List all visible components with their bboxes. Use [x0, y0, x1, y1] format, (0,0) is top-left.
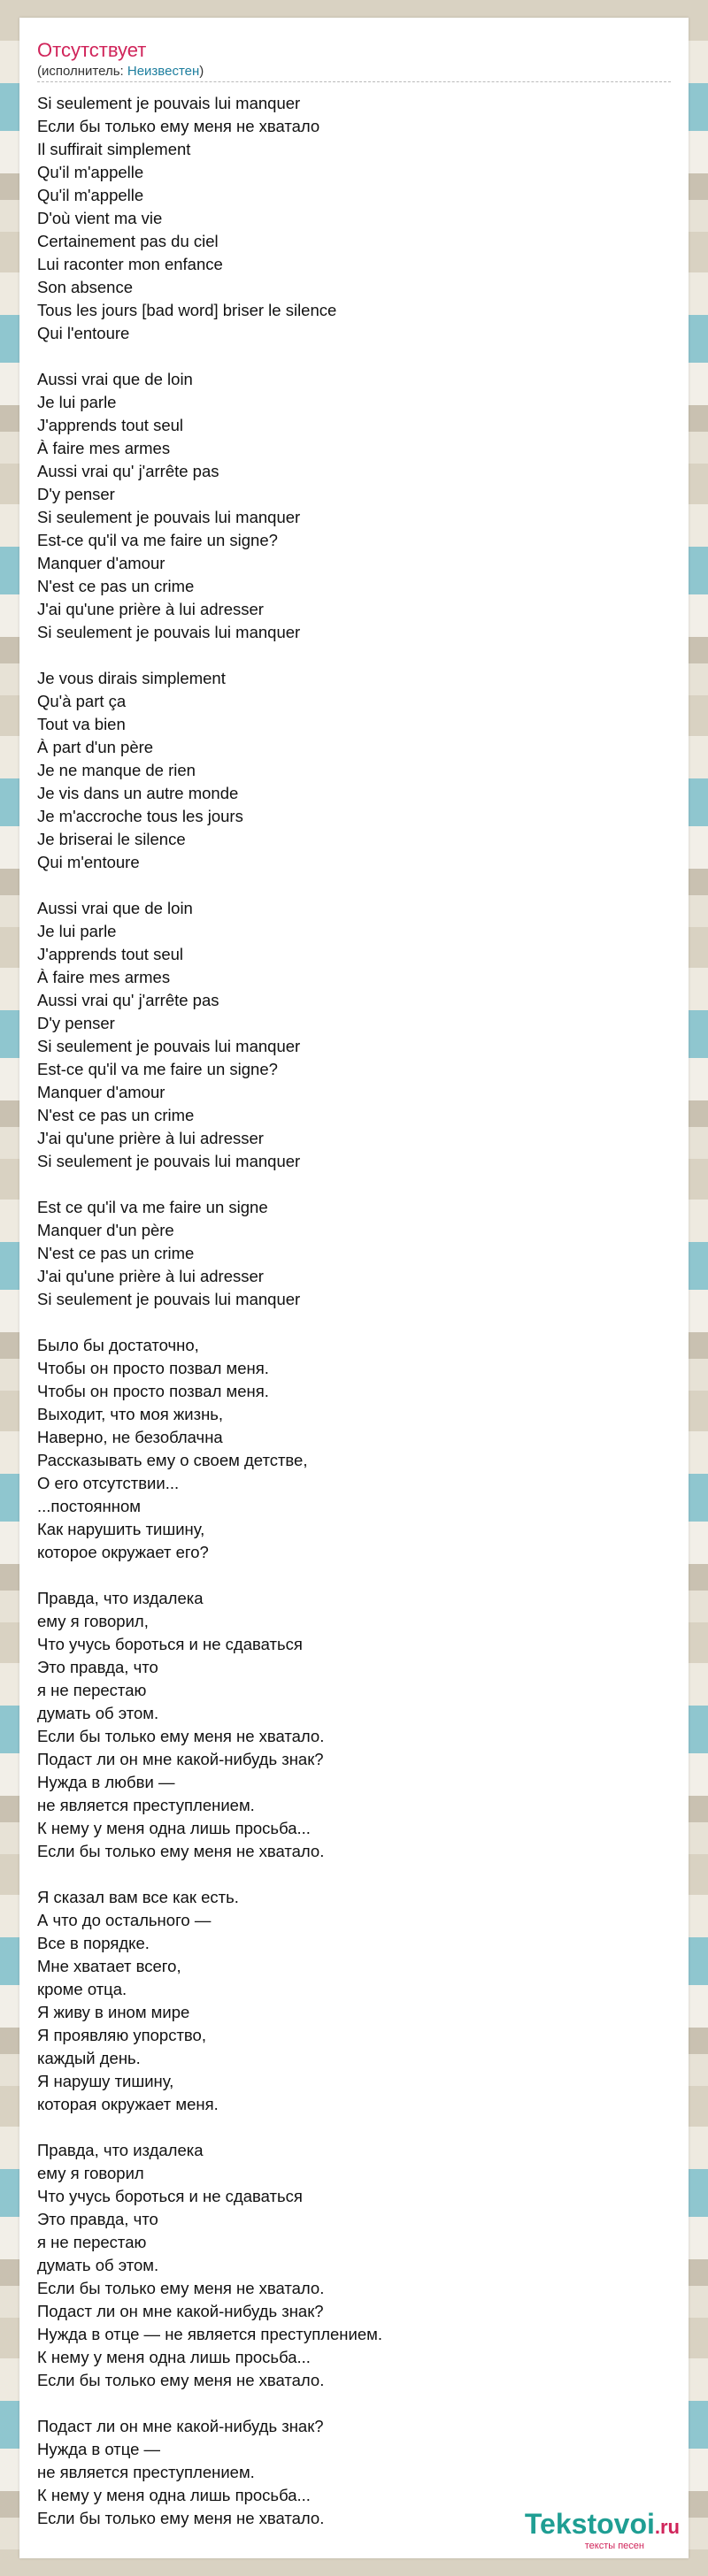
lyric-line: D'y penser: [37, 485, 115, 503]
lyric-line: Si seulement je pouvais lui manquer: [37, 508, 301, 526]
lyric-line: К нему у меня одна лишь просьба...: [37, 2486, 311, 2504]
lyric-line: Что учусь бороться и не сдаваться: [37, 2187, 303, 2205]
lyric-line: Aussi vrai que de loin: [37, 370, 193, 388]
lyrics-stanza: [37, 2139, 671, 2392]
lyric-line: Qui m'entoure: [37, 853, 140, 871]
lyric-line: ...постоянном: [37, 1497, 141, 1515]
lyrics-body: [37, 92, 671, 2553]
lyric-line: Si seulement je pouvais lui manquer: [37, 94, 301, 112]
lyric-line: Я нарушу тишину,: [37, 2072, 174, 2090]
lyric-line: которая окружает меня.: [37, 2095, 219, 2113]
lyric-line: Aussi vrai qu' j'arrête pas: [37, 991, 219, 1009]
lyric-line: Qui l'entoure: [37, 324, 130, 342]
lyric-line: Как нарушить тишину,: [37, 1520, 205, 1538]
lyrics-stanza: [37, 667, 671, 874]
lyric-line: D'où vient ma vie: [37, 209, 163, 227]
lyric-line: Je lui parle: [37, 393, 117, 411]
lyric-line: J'ai qu'une prière à lui adresser: [37, 1129, 264, 1147]
lyric-line: J'ai qu'une prière à lui adresser: [37, 600, 264, 618]
lyric-line: Lui raconter mon enfance: [37, 255, 223, 273]
lyric-line: Правда, что издалека: [37, 2141, 204, 2159]
lyrics-stanza: [37, 1334, 671, 1564]
lyric-line: Правда, что издалека: [37, 1589, 204, 1607]
lyric-line: не является преступлением.: [37, 2463, 255, 2481]
lyric-line: N'est ce pas un crime: [37, 1106, 195, 1124]
lyric-line: Certainement pas du ciel: [37, 232, 219, 250]
lyric-line: Если бы только ему меня не хватало.: [37, 1727, 325, 1745]
lyric-line: J'apprends tout seul: [37, 945, 184, 963]
lyric-line: Чтобы он просто позвал меня.: [37, 1359, 269, 1377]
lyric-line: Qu'il m'appelle: [37, 186, 144, 204]
lyric-line: которое окружает его?: [37, 1543, 209, 1561]
lyric-line: Было бы достаточно,: [37, 1336, 199, 1354]
lyric-line: Il suffirait simplement: [37, 140, 191, 158]
lyric-line: Je vous dirais simplement: [37, 669, 226, 687]
lyric-line: J'ai qu'une prière à lui adresser: [37, 1267, 264, 1285]
lyric-line: А что до остального —: [37, 1911, 212, 1929]
lyric-line: À faire mes armes: [37, 968, 171, 986]
lyric-line: Я сказал вам все как есть.: [37, 1888, 239, 1906]
lyric-line: Я живу в ином мире: [37, 2003, 190, 2021]
lyric-line: Нужда в любви —: [37, 1773, 175, 1791]
lyric-line: Нужда в отце —: [37, 2440, 161, 2458]
lyric-line: Наверно, не безоблачна: [37, 1428, 223, 1446]
lyric-line: я не перестаю: [37, 1681, 147, 1699]
lyric-line: Tous les jours [bad word] briser le silence: [37, 301, 337, 319]
lyrics-stanza: [37, 1587, 671, 1863]
artist-prefix: (исполнитель:: [37, 64, 127, 79]
lyric-line: Если бы только ему меня не хватало.: [37, 2279, 325, 2297]
lyric-line: Если бы только ему меня не хватало: [37, 117, 320, 135]
lyric-line: N'est ce pas un crime: [37, 577, 195, 595]
lyric-line: Manquer d'un père: [37, 1221, 174, 1239]
lyric-line: О его отсутствии...: [37, 1474, 180, 1492]
lyric-line: Чтобы он просто позвал меня.: [37, 1382, 269, 1400]
lyrics-stanza: [37, 1196, 671, 1311]
lyric-line: Рассказывать ему о своем детстве,: [37, 1451, 308, 1469]
lyric-line: Si seulement je pouvais lui manquer: [37, 1037, 301, 1055]
lyric-line: Qu'à part ça: [37, 692, 127, 710]
lyric-line: думать об этом.: [37, 1704, 159, 1722]
lyric-line: Подаст ли он мне какой-нибудь знак?: [37, 2302, 324, 2320]
title-divider: [37, 81, 671, 82]
lyric-line: Qu'il m'appelle: [37, 163, 144, 181]
lyrics-stanza: [37, 368, 671, 644]
lyrics-stanza: [37, 1886, 671, 2116]
lyric-line: К нему у меня одна лишь просьба...: [37, 2348, 311, 2366]
lyric-line: Je vis dans un autre monde: [37, 784, 239, 802]
lyric-line: кроме отца.: [37, 1980, 127, 1998]
lyric-line: Все в порядке.: [37, 1934, 150, 1952]
logo-name: Tekstovoi: [524, 2508, 655, 2540]
lyric-line: Est ce qu'il va me faire un signe: [37, 1198, 268, 1216]
lyric-line: Manquer d'amour: [37, 1083, 165, 1101]
lyric-line: Это правда, что: [37, 1658, 158, 1676]
lyric-line: ему я говорил,: [37, 1612, 149, 1630]
artist-link[interactable]: Неизвестен: [127, 64, 200, 79]
lyric-line: J'apprends tout seul: [37, 416, 184, 434]
lyrics-stanza: [37, 897, 671, 1173]
lyric-line: Что учусь бороться и не сдаваться: [37, 1635, 303, 1653]
lyric-line: N'est ce pas un crime: [37, 1244, 195, 1262]
lyric-line: Если бы только ему меня не хватало.: [37, 1842, 325, 1860]
lyric-line: Manquer d'amour: [37, 554, 165, 572]
lyric-line: Est-ce qu'il va me faire un signe?: [37, 531, 278, 549]
lyric-line: Подаст ли он мне какой-нибудь знак?: [37, 1750, 324, 1768]
lyric-line: Это правда, что: [37, 2210, 158, 2228]
lyric-line: ему я говорил: [37, 2164, 144, 2182]
lyric-line: Son absence: [37, 278, 134, 296]
lyric-line: Est-ce qu'il va me faire un signe?: [37, 1060, 278, 1078]
artist-suffix: ): [199, 64, 204, 79]
lyric-line: Aussi vrai qu' j'arrête pas: [37, 462, 219, 480]
lyric-line: Si seulement je pouvais lui manquer: [37, 623, 301, 641]
lyric-line: Tout va bien: [37, 715, 126, 733]
lyric-line: не является преступлением.: [37, 1796, 255, 1814]
lyric-line: Si seulement je pouvais lui manquer: [37, 1290, 301, 1308]
logo-domain: .ru: [654, 2516, 680, 2538]
artist-line: [37, 64, 204, 80]
lyric-line: Je m'accroche tous les jours: [37, 807, 243, 825]
lyric-line: Мне хватает всего,: [37, 1957, 181, 1975]
lyric-line: Я проявляю упорство,: [37, 2026, 206, 2044]
lyrics-stanza: [37, 92, 671, 345]
lyric-line: À faire mes armes: [37, 439, 171, 457]
lyric-line: К нему у меня одна лишь просьба...: [37, 1819, 311, 1837]
lyric-line: Je lui parle: [37, 922, 117, 940]
lyric-line: Подаст ли он мне какой-нибудь знак?: [37, 2417, 324, 2435]
lyric-line: каждый день.: [37, 2049, 141, 2067]
lyric-line: D'y penser: [37, 1014, 115, 1032]
lyric-line: Je ne manque de rien: [37, 761, 196, 779]
lyric-line: Выходит, что моя жизнь,: [37, 1405, 224, 1423]
lyric-line: À part d'un père: [37, 738, 154, 756]
lyric-line: Aussi vrai que de loin: [37, 899, 193, 917]
lyric-line: я не перестаю: [37, 2233, 147, 2251]
lyric-line: думать об этом.: [37, 2256, 159, 2274]
lyric-line: Если бы только ему меня не хватало.: [37, 2371, 325, 2389]
site-logo[interactable]: [525, 2509, 680, 2551]
logo-tagline: тексты песен: [584, 2541, 644, 2551]
lyric-line: Нужда в отце — не является преступлением.: [37, 2325, 382, 2343]
lyric-line: Si seulement je pouvais lui manquer: [37, 1152, 301, 1170]
lyric-line: Если бы только ему меня не хватало.: [37, 2509, 325, 2527]
song-title: Отсутствует: [37, 39, 147, 61]
lyric-line: Je briserai le silence: [37, 830, 186, 848]
